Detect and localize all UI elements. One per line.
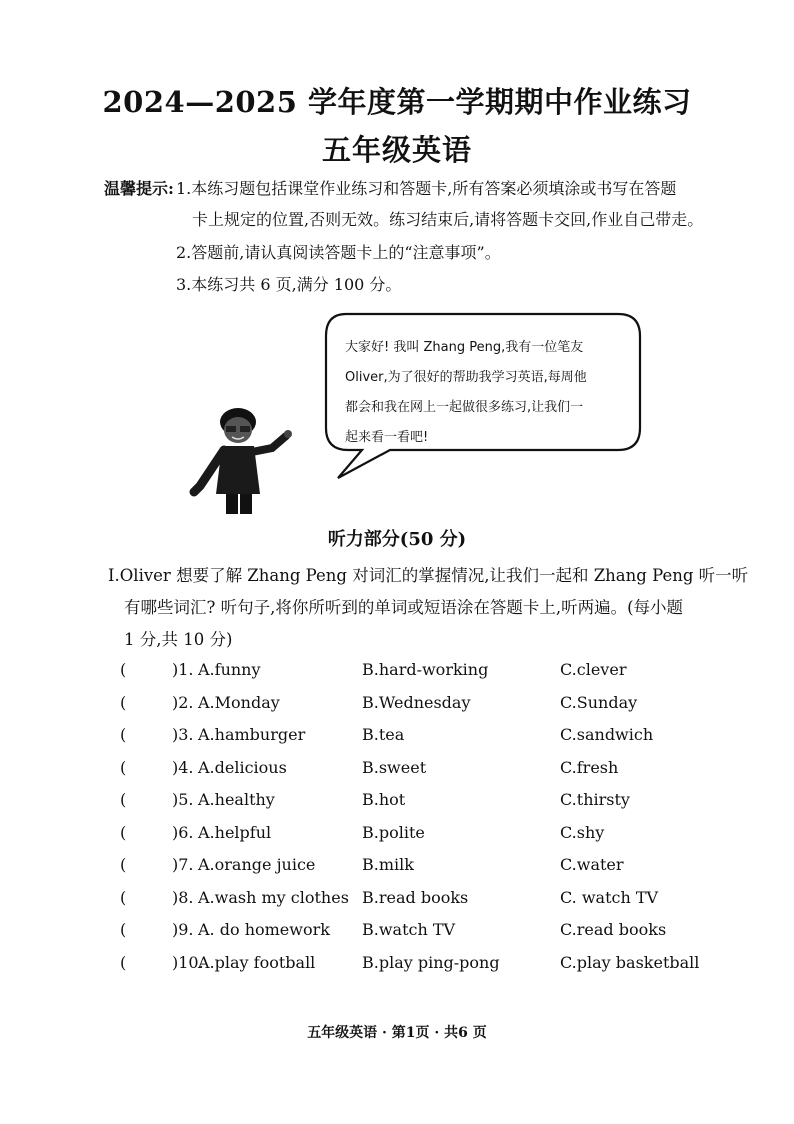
instruction-line-1: Ⅰ.Oliver 想要了解 Zhang Peng 对词汇的掌握情况,让我们一起和 Zhang Peng 听一听 <box>108 566 749 585</box>
option-c: C.shy <box>560 822 605 842</box>
question-row <box>0 888 794 912</box>
answer-paren: ( <box>120 887 127 907</box>
exam-title: 2024—2025 学年度第一学期期中作业练习 <box>102 85 692 119</box>
option-b: B.hard-working <box>362 660 489 679</box>
question-row <box>0 660 794 684</box>
option-a: A.funny <box>198 660 261 679</box>
answer-paren: ( <box>120 790 127 809</box>
option-c: C.clever <box>560 660 627 679</box>
option-a: A.play football <box>198 952 316 972</box>
answer-paren: ( <box>120 920 127 939</box>
question-number: )1. <box>172 660 194 679</box>
option-a: A.delicious <box>198 757 287 777</box>
tip-line-1a: 1.本练习题包括课堂作业练习和答题卡,所有答案必须填涂或书写在答题 <box>176 179 677 198</box>
speech-line-2: Oliver,为了很好的帮助我学习英语,每周他 <box>345 370 587 385</box>
answer-paren: ( <box>120 725 127 744</box>
boy-illustration <box>188 402 298 517</box>
tip-line-1b: 卡上规定的位置,否则无效。练习结束后,请将答题卡交回,作业自己带走。 <box>192 210 704 229</box>
answer-paren: ( <box>120 692 127 712</box>
page-footer: 五年级英语 · 第1页 · 共6 页 <box>307 1025 487 1041</box>
question-number: )5. <box>172 790 194 809</box>
question-number: )3. <box>172 725 194 744</box>
tips-label: 温馨提示: <box>104 179 174 198</box>
question-number: )9. <box>172 920 194 939</box>
option-c: C.thirsty <box>560 790 630 809</box>
question-number: )8. <box>172 887 194 907</box>
option-b: B.polite <box>362 822 425 842</box>
instruction-line-3: 1 分,共 10 分) <box>124 630 233 649</box>
question-row <box>0 855 794 879</box>
answer-paren: ( <box>120 660 127 679</box>
question-number: )4. <box>172 757 194 777</box>
question-row <box>0 758 794 782</box>
question-number: )6. <box>172 822 194 842</box>
answer-paren: ( <box>120 822 127 842</box>
option-c: C. watch TV <box>560 887 659 907</box>
answer-paren: ( <box>120 855 127 874</box>
speech-bubble-text <box>345 333 645 453</box>
option-b: B.read books <box>362 887 469 907</box>
option-b: B.sweet <box>362 757 427 777</box>
speech-line-3: 都会和我在网上一起做很多练习,让我们一 <box>345 400 584 415</box>
option-b: B.tea <box>362 725 405 744</box>
option-a: A.Monday <box>198 692 280 712</box>
option-c: C.play basketball <box>560 952 700 972</box>
question-row <box>0 920 794 944</box>
question-row <box>0 823 794 847</box>
section-title: 听力部分(50 分) <box>327 529 467 550</box>
option-b: B.play ping-pong <box>362 952 500 972</box>
option-c: C.Sunday <box>560 692 638 712</box>
question-number: )10. <box>172 952 204 972</box>
question-row <box>0 790 794 814</box>
question-row <box>0 725 794 749</box>
speech-line-1: 大家好! 我叫 Zhang Peng,我有一位笔友 <box>345 340 584 355</box>
option-a: A.healthy <box>198 790 275 809</box>
answer-paren: ( <box>120 952 127 972</box>
question-number: )2. <box>172 692 194 712</box>
question-row <box>0 693 794 717</box>
exam-subtitle: 五年级英语 <box>321 133 472 167</box>
option-a: A.orange juice <box>198 855 316 874</box>
option-b: B.hot <box>362 790 406 809</box>
option-b: B.Wednesday <box>362 692 471 712</box>
option-b: B.watch TV <box>362 920 456 939</box>
option-c: C.sandwich <box>560 725 654 744</box>
option-c: C.water <box>560 855 624 874</box>
tip-line-2: 2.答题前,请认真阅读答题卡上的“注意事项”。 <box>176 243 501 262</box>
option-a: A.helpful <box>198 822 272 842</box>
option-c: C.fresh <box>560 757 619 777</box>
speech-line-4: 起来看一看吧! <box>345 430 429 445</box>
instruction-line-2: 有哪些词汇? 听句子,将你所听到的单词或短语涂在答题卡上,听两遍。(每小题 <box>124 598 684 617</box>
tip-line-3: 3.本练习共 6 页,满分 100 分。 <box>176 275 402 294</box>
option-b: B.milk <box>362 855 414 874</box>
question-row <box>0 953 794 977</box>
option-a: A. do homework <box>198 920 330 939</box>
answer-paren: ( <box>120 757 127 777</box>
option-a: A.wash my clothes <box>198 887 349 907</box>
option-a: A.hamburger <box>198 725 306 744</box>
option-c: C.read books <box>560 920 667 939</box>
question-number: )7. <box>172 855 194 874</box>
